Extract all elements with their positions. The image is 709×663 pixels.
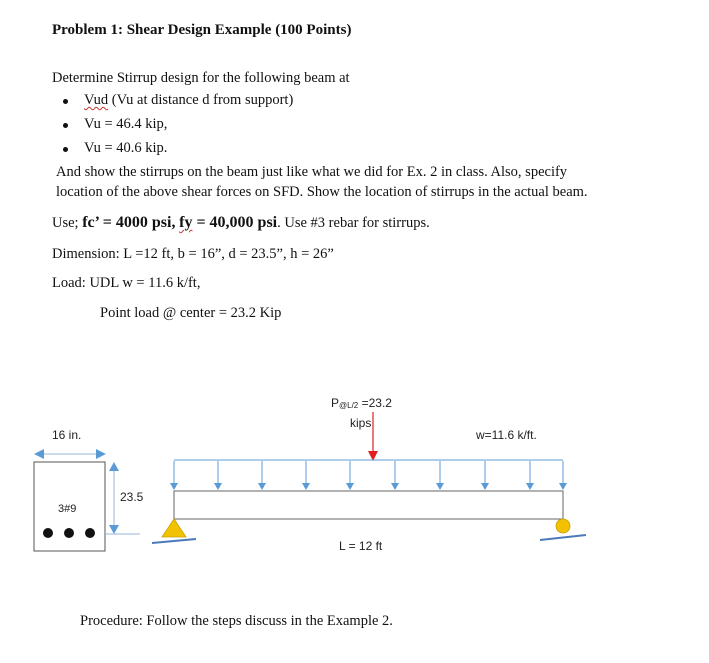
use-suffix: . Use #3 rebar for stirrups.	[277, 215, 430, 231]
load-line-point: Point load @ center = 23.2 Kip	[100, 305, 282, 321]
udl-arrows	[170, 461, 567, 490]
udl-arrow-icon	[302, 483, 310, 490]
cross-section	[34, 428, 144, 551]
span-label: L = 12 ft	[339, 539, 383, 553]
bullet-item-vu2: Vu = 40.6 kip.	[84, 140, 168, 156]
udl-arrow-icon	[436, 483, 444, 490]
point-load-label	[331, 396, 392, 410]
udl-arrow-icon	[526, 483, 534, 490]
point-load-symbol: P	[331, 396, 340, 410]
roller-support	[540, 519, 586, 540]
udl-arrow-icon	[170, 483, 178, 490]
width-arrow-left-icon	[34, 449, 44, 459]
depth-arrow-up-icon	[109, 462, 119, 471]
paragraph-line-1: And show the stirrups on the beam just like what we did for Ex. 2 in class. Also, specify	[56, 164, 568, 180]
paragraph-line-2: location of the above shear forces on SFD. Show the location of stirrups in the actual beam.	[56, 184, 588, 200]
point-load-value: =23.2	[358, 396, 392, 410]
rebar-bar	[85, 528, 95, 538]
udl	[170, 428, 567, 490]
beam	[174, 491, 563, 519]
udl-arrow-icon	[258, 483, 266, 490]
vud-term: Vud	[84, 92, 109, 108]
udl-arrow-icon	[346, 483, 354, 490]
page-title: Problem 1: Shear Design Example (100 Points)	[52, 22, 352, 38]
udl-label: w=11.6 k/ft.	[476, 428, 537, 442]
fc-value: fc’ = 4000 psi,	[82, 214, 176, 231]
pin-support	[152, 519, 196, 543]
use-prefix: Use;	[52, 215, 83, 231]
load-line-udl: Load: UDL w = 11.6 k/ft,	[52, 275, 201, 291]
point-load-unit: kips	[350, 416, 372, 430]
fy-value: = 40,000 psi	[192, 214, 278, 231]
pin-support-icon	[162, 519, 186, 537]
procedure-text: Procedure: Follow the steps discuss in the Example 2.	[80, 613, 393, 629]
roller-support-icon	[556, 519, 570, 533]
vud-description: (Vu at distance d from support)	[108, 92, 294, 108]
width-label: 16 in.	[52, 428, 82, 442]
depth-label: 23.5	[120, 490, 144, 504]
rebar-label: 3#9	[58, 503, 77, 515]
udl-arrow-icon	[559, 483, 567, 490]
point-load-subscript: @L/2	[339, 401, 359, 410]
rebar-bar	[64, 528, 74, 538]
udl-arrow-icon	[214, 483, 222, 490]
depth-arrow-down-icon	[109, 525, 119, 534]
udl-arrow-icon	[391, 483, 399, 490]
ground-line-right	[540, 535, 586, 540]
fy-label: fy	[179, 214, 193, 231]
point-load	[331, 396, 392, 461]
bullet-item-vu1: Vu = 46.4 kip,	[84, 116, 168, 132]
ground-line-left	[152, 539, 196, 543]
dimension-line: Dimension: L =12 ft, b = 16”, d = 23.5”, h = 26”	[52, 246, 334, 262]
udl-arrow-icon	[481, 483, 489, 490]
intro-text: Determine Stirrup design for the following beam at	[52, 70, 350, 86]
width-arrow-right-icon	[96, 449, 106, 459]
rebar-bar	[43, 528, 53, 538]
